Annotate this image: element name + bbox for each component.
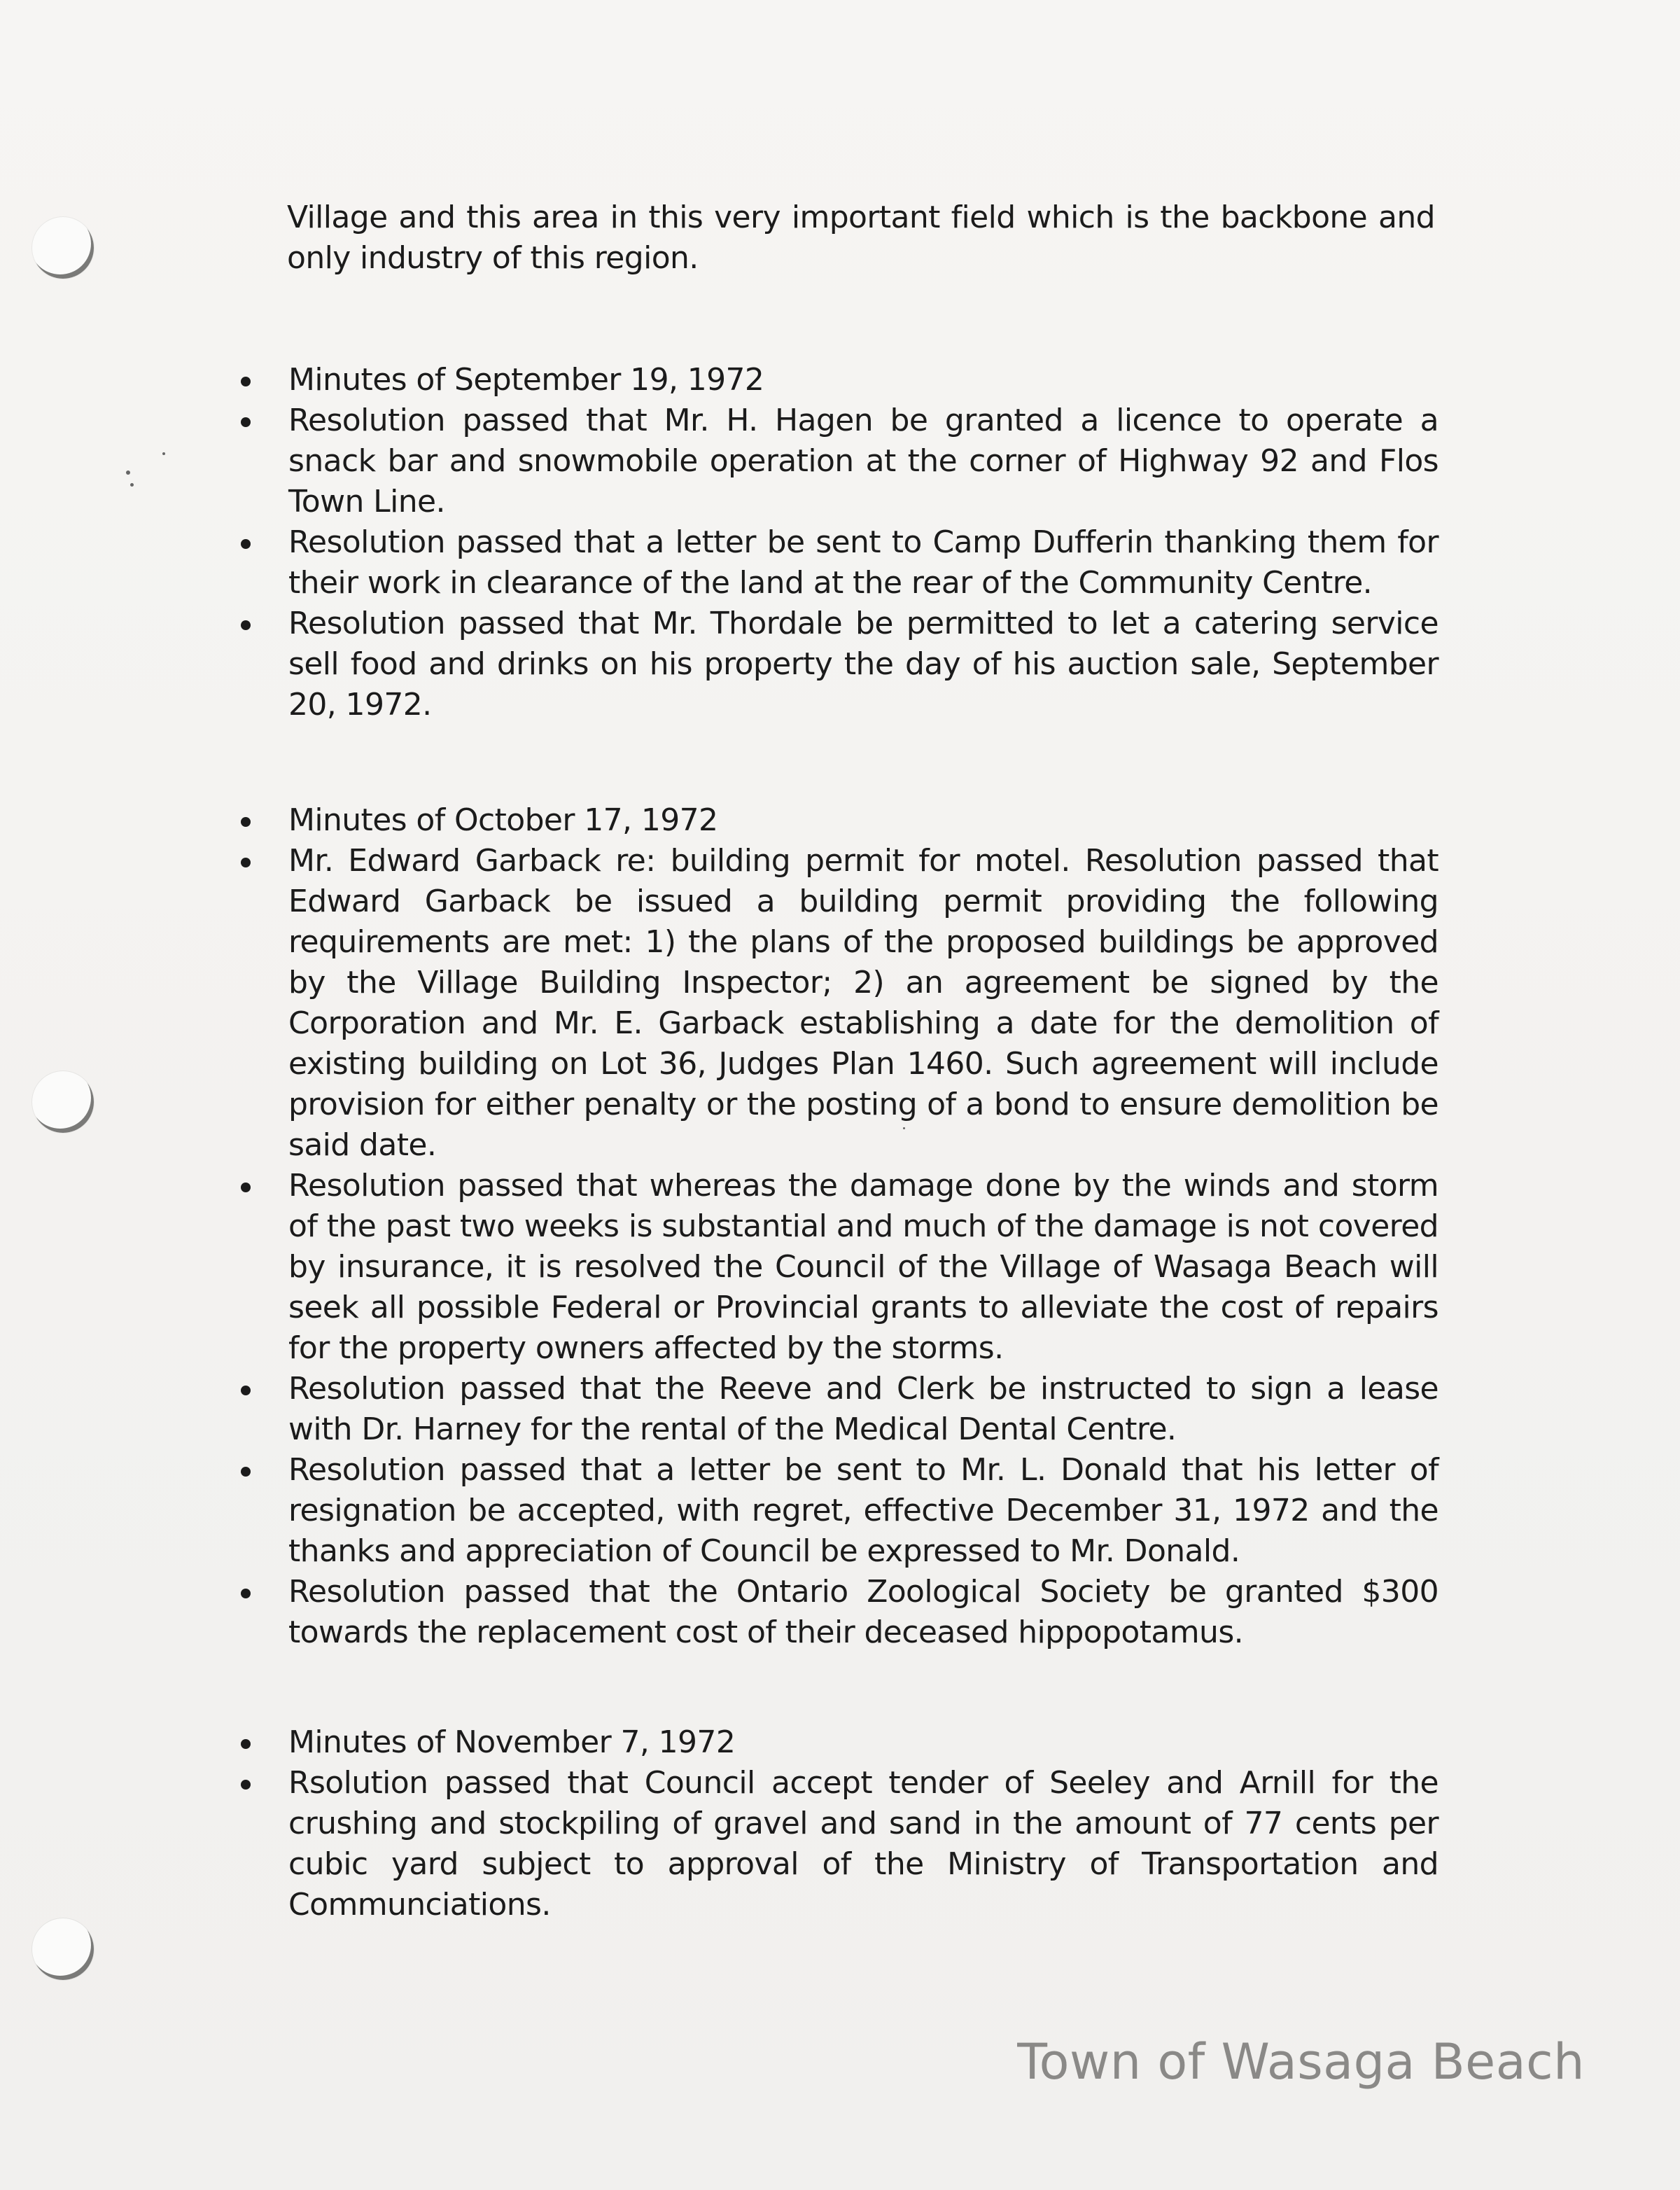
minutes-section-october — [231, 800, 1438, 1653]
bullet-icon — [241, 817, 251, 827]
resolution-list — [231, 800, 1438, 1653]
bullet-icon — [241, 1467, 251, 1477]
list-item — [231, 1722, 1438, 1763]
list-item — [231, 800, 1438, 841]
list-item-text: Resolution passed that a letter be sent to Mr. L. Donald that his letter of resignation be accepted, with regret, effective December 31, 1972 and the thanks and appreciation of Council be expressed to Mr. Donald. — [288, 1452, 1438, 1569]
bullet-icon — [241, 1780, 251, 1790]
list-item-text: Mr. Edward Garback re: building permit for motel. Resolution passed that Edward Garback be issued a building permit providing the following requirements are met: 1) the plans of the proposed buildings be approved by the Village Building Inspector; 2) an agreement be signed by the Corporation and Mr. E. Garback establishing a date for the demolition of existing building on Lot 36, Judges Plan 1460. Such agreement will include provision for either penalty or the posting of a bond to ensure demolition be said date. — [288, 843, 1438, 1163]
binder-hole — [32, 1918, 94, 1980]
list-item — [231, 400, 1438, 522]
list-item-text: Resolution passed that Mr. H. Hagen be granted a licence to operate a snack bar and snowmobile operation at the corner of Highway 92 and Flos Town Line. — [288, 403, 1438, 519]
list-item — [231, 522, 1438, 604]
list-item-text: Resolution passed that the Ontario Zoological Society be granted $300 towards the replacement cost of their deceased hippopotamus. — [288, 1574, 1438, 1650]
bullet-icon — [241, 1739, 251, 1749]
scan-speck — [126, 470, 130, 475]
list-item — [231, 1450, 1438, 1572]
minutes-section-september — [231, 360, 1438, 725]
list-item — [231, 841, 1438, 1166]
bullet-icon — [241, 377, 251, 386]
intro-paragraph: Village and this area in this very important field which is the backbone and only industry of this region. — [287, 200, 1435, 276]
watermark-text: Town of Wasaga Beach — [1017, 2033, 1585, 2091]
list-item-text: Resolution passed that whereas the damage done by the winds and storm of the past two weeks is substantial and much of the damage is not covered by insurance, it is resolved the Council of the Village of Wasaga Beach will seek all possible Federal or Provincial grants to alleviate the cost of repairs for the property owners affected by the storms. — [288, 1168, 1438, 1366]
bullet-icon — [241, 1183, 251, 1192]
list-item — [231, 360, 1438, 400]
scan-speck — [162, 452, 165, 455]
list-item-text: Minutes of September 19, 1972 — [288, 362, 764, 398]
bullet-icon — [241, 539, 251, 549]
list-item — [231, 1763, 1438, 1925]
minutes-section-november — [231, 1722, 1438, 1925]
list-item-text: Minutes of October 17, 1972 — [288, 802, 718, 838]
list-item-text: Resolution passed that a letter be sent to Camp Dufferin thanking them for their work in clearance of the land at the rear of the Community Centre. — [288, 524, 1438, 601]
bullet-icon — [241, 1589, 251, 1598]
list-item — [231, 604, 1438, 725]
list-item-text: Resolution passed that the Reeve and Clerk be instructed to sign a lease with Dr. Harney for the rental of the Medical Dental Centre. — [288, 1371, 1438, 1447]
bullet-icon — [241, 858, 251, 867]
list-item-text: Minutes of November 7, 1972 — [288, 1724, 736, 1760]
list-item — [231, 1369, 1438, 1450]
binder-hole — [32, 217, 94, 279]
resolution-list — [231, 360, 1438, 725]
binder-hole — [32, 1071, 94, 1133]
bullet-icon — [241, 417, 251, 427]
list-item — [231, 1166, 1438, 1369]
list-item — [231, 1572, 1438, 1653]
list-item-text: Resolution passed that Mr. Thordale be permitted to let a catering service sell food and drinks on his property the day of his auction sale, September 20, 1972. — [288, 606, 1438, 723]
bullet-icon — [241, 1386, 251, 1395]
resolution-list — [231, 1722, 1438, 1925]
bullet-icon — [241, 620, 251, 630]
scan-speck — [130, 483, 134, 487]
list-item-text: Rsolution passed that Council accept tender of Seeley and Arnill for the crushing and stockpiling of gravel and sand in the amount of 77 cents per cubic yard subject to approval of the Ministry of Transportation and Communciations. — [288, 1765, 1438, 1923]
